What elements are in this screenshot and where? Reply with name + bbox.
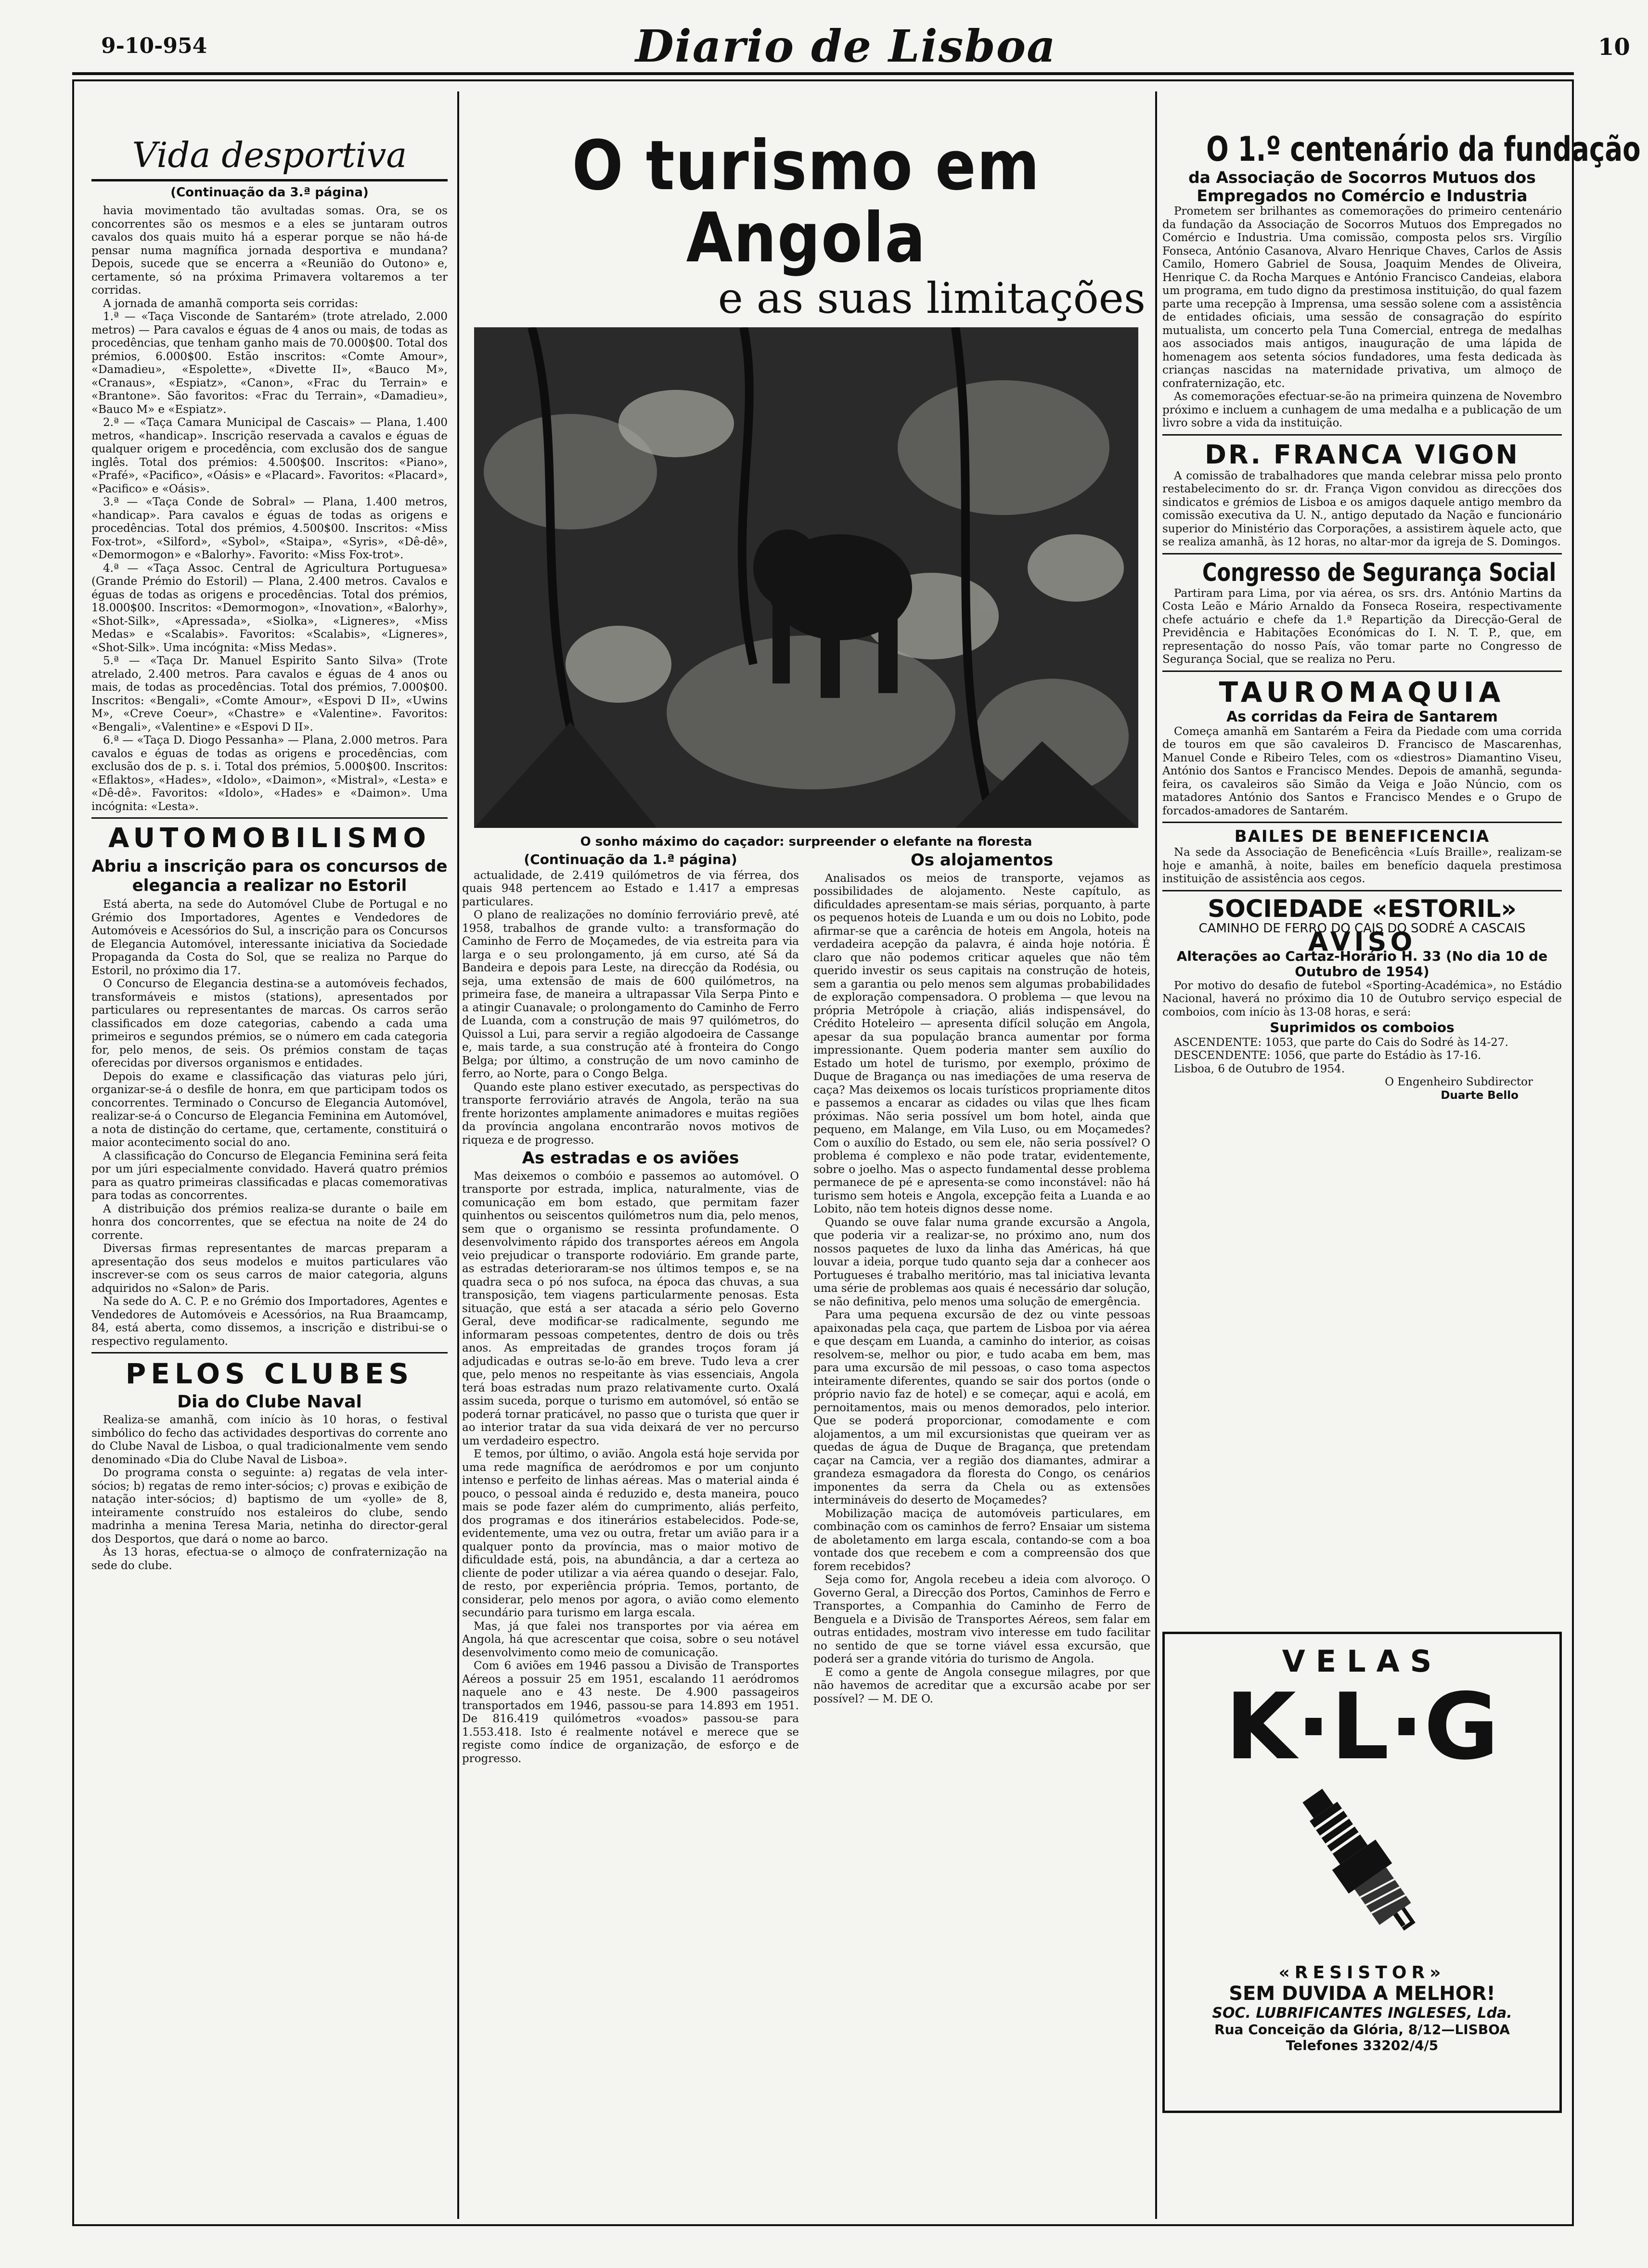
automobilismo-article xyxy=(91,898,448,1348)
elephant-photo xyxy=(474,327,1138,828)
paragraph: 4.ª — «Taça Assoc. Central de Agricultura Portuguesa» (Grande Prémio do Estoril) — Plana, 2.400 metros. Cavalos e éguas de todas as origens e procedências. Total dos prémios, 18.000$00. Inscritos: «Demormogon», «Inovation», «Balorhy», «Shot-Silk», «Apressada», «Siolka», «Ligneres», «Miss Medas» e «Scalabis». Favoritos: «Scalabis», «Ligneres», «Shot-Silk». Uma incógnita: «Miss Medas». xyxy=(91,562,448,654)
paragraph: 1.ª — «Taça Visconde de Santarém» (trote atrelado, 2.000 metros) — Para cavalos e éguas de 4 anos ou mais, de todas as procedências, que tenham ganho mais de 70.000$00. Total dos prémios, 6.000$00. Estão inscritos: «Comte Amour», «Damadieu», «Espolette», «Divette II», «Bauco M», «Cranaus», «Espiatz», «Canon», «Frac du Terrain» e «Brantone». São favoritos: «Frac du Terrain», «Damadieu», «Bauco M» e «Espiatz». xyxy=(91,310,448,416)
paragraph: A classificação do Concurso de Elegancia Feminina será feita por um júri especialmente convidado. Haverá quatro prémios para as quatro primeiras classificadas e placas comemorativas para todas as concorrentes. xyxy=(91,1149,448,1202)
klg-advertisement xyxy=(1162,1632,1562,2113)
paragraph: Prometem ser brilhantes as comemorações do primeiro centenário da fundação da Associação de Socorros Mutuos dos Empregados no Comércio e Industria. Uma comissão, composta pelos srs. Virgílio Fonseca, António Casanova, Alvaro Henrique Chaves, Carlos de Assis Camilo, Homero Gabriel de Sousa, Joaquim Mendes de Oliveira, Henrique C. da Rocha Marques e António Francisco Candeias, elabora um programa, em tudo digno da prestimosa instituição, do qual fazem parte uma recepção à Imprensa, uma sessão solene com a assistência de entidades oficiais, uma sessão de consagração do espírito mutualista, um concerto pela Tuna Comercial, entrega de medalhas aos associados mais antigos, inauguração de uma lápida de homenagem aos setenta sócios fundadores, uma festa dedicada às crianças nascidas na maternidade privativa, um almoço de confraternização, etc. xyxy=(1162,205,1562,390)
paragraph: Depois do exame e classificação das viaturas pelo júri, organizar-se-á o desfile de honra, em que participam todos os concorrentes. Terminado o Concurso de Elegancia Automóvel, realizar-se-á o Concurso de Elegancia Feminina em Automóvel, a nota de distinção do certame, que, certamente, constituirá o maior acontecimento social do ano. xyxy=(91,1070,448,1149)
divider xyxy=(1162,553,1562,554)
paragraph: A comissão de trabalhadores que manda celebrar missa pelo pronto restabelecimento do sr. dr. França Vigon convidou as direcções dos sindicatos e grémios de Lisboa e os amigos daquele antigo membro da comissão executiva da U. N., antigo deputado da Nação e funcionário superior do Ministério das Corporações, a assistirem àquele acto, que se realiza amanhã, às 12 horas, no altar-mor da igreja de S. Domingos. xyxy=(1162,469,1562,548)
right-column xyxy=(1162,129,1641,1102)
automobilismo-headline: Abriu a inscrição para os concursos de elegancia a realizar no Estoril xyxy=(91,857,448,895)
ad-slogan: SEM DUVIDA A MELHOR! xyxy=(1229,1983,1495,2005)
column-rule xyxy=(1155,91,1157,2219)
divider xyxy=(1162,670,1562,672)
paragraph: Às 13 horas, efectua-se o almoço de confraternização na sede do clube. xyxy=(91,1546,448,1572)
left-column xyxy=(91,135,448,1572)
sociedade-estoril-title: SOCIEDADE «ESTORIL» xyxy=(1208,894,1517,923)
continuation-note: (Continuação da 3.ª página) xyxy=(170,185,369,200)
centenario-article xyxy=(1162,205,1562,430)
paragraph: Na sede da Associação de Beneficência «Luís Braille», realizam-se hoje e amanhã, à noite, bailes em benefício daquela prestimosa instituição de assistência aos cegos. xyxy=(1162,846,1562,885)
tauromaquia-subtitle: As corridas da Feira de Santarem xyxy=(1226,708,1498,725)
ad-address: Rua Conceição da Glória, 8/12—LISBOA xyxy=(1214,2022,1510,2037)
paragraph: Seja como for, Angola recebeu a ideia com alvoroço. O Governo Geral, a Direcção dos Portos, Caminhos de Ferro e Transportes, a Companhia do Caminho de Ferro de Benguela e a Divisão de Transportes Aéreos, sem falar em outras entidades, mostram vivo interesse em tudo facilitar no sentido de que se torne viável essa excursão, que poderá ser a grande vitória do turismo de Angola. xyxy=(813,1573,1150,1665)
paragraph: A jornada de amanhã comporta seis corridas: xyxy=(103,297,359,310)
paragraph: As comemorações efectuar-se-ão na primeira quinzena de Novembro próximo e incluem a cunhagem de uma medalha e a publicação de um livro sobre a vida da instituição. xyxy=(1162,390,1562,429)
automobilismo-title: AUTOMOBILISMO xyxy=(108,823,431,854)
spark-plug-image xyxy=(1165,1775,1559,1958)
forest-elephant-illustration xyxy=(474,327,1138,828)
article-column-b xyxy=(813,850,1150,1765)
article-columns xyxy=(462,850,1150,1765)
paragraph: Está aberta, na sede do Automóvel Clube de Portugal e no Grémio dos Importadores, Agentes e Vendedores de Automóveis e Acessórios do Sul, a inscrição para os Concursos de Elegancia Automóvel, interessante iniciativa da Sociedade Propaganda da Costa do Sol, que se realiza no Parque do Estoril, no próximo dia 17. xyxy=(91,898,448,977)
page-number: 10 xyxy=(1598,34,1630,61)
paragraph: 2.ª — «Taça Camara Municipal de Cascais» — Plana, 1.400 metros, «handicap». Inscrição reservada a cavalos e éguas de qualquer origem e procedência, com exclusão dos de sangue inglês. Total dos prémios: 4.500$00. Inscritos: «Piano», «Prafé», «Pacifico», «Oásis» e «Placard». Favoritos: «Placard», «Pacifico» e «Oásis». xyxy=(91,416,448,495)
bailes-title: BAILES DE BENEFICENCIA xyxy=(1234,827,1490,846)
paragraph: 5.ª — «Taça Dr. Manuel Espirito Santo Silva» (Trote atrelado, 2.400 metros. Para cavalos e éguas de 4 anos ou mais, de todas as procedências. Total dos prémios, 7.000$00. Inscritos: «Bengali», «Comte Amour», «Espovi D II», «Uwins M», «Creve Coeur», «Chastre» e «Valentine». Favoritos: «Bengali», «Valentine» e «Espovi D II». xyxy=(91,655,448,734)
photo-caption: O sonho máximo do caçador: surpreender o elefante na floresta xyxy=(580,835,1032,849)
bailes-article xyxy=(1162,846,1562,886)
subhead-alojamentos: Os alojamentos xyxy=(910,850,1054,870)
main-headline: O turismo em Angola xyxy=(572,126,1041,278)
paragraph: 6.ª — «Taça D. Diogo Pessanha» — Plana, 2.000 metros. Para cavalos e éguas de todas as origens e procedências, com exclusão dos de p. s. i. Total dos prémios, 5.000$00. Inscritos: «Eflaktos», «Hades», «Idolo», «Daimon», «Mistral», «Lesta» e «Dê-dê». Favoritos: «Idolo», «Hades» e «Daimon». Uma incógnita: «Lesta». xyxy=(91,734,448,813)
ad-velas: VELAS xyxy=(1282,1644,1442,1679)
paragraph: Começa amanhã em Santarém a Feira da Piedade com uma corrida de touros em que são cavaleiros D. Francisco de Mascarenhas, Manuel Conde e Ribeiro Teles, com os «diestros» Diamantino Viseu, António dos Santos e Francisco Mendes. Depois de amanhã, segunda-feira, os cavaleiros são Simão da Veiga e João Núncio, com os matadores António dos Santos e Francisco Mendes e o Grupo de forcados-amadores de Santarém. xyxy=(1162,725,1562,817)
sociedade-estoril-subtitle: CAMINHO DE FERRO DO CAIS DO SODRÉ A CASCAIS xyxy=(1198,921,1526,936)
paragraph: Mas deixemos o combóio e passemos ao automóvel. O transporte por estrada, implica, naturalmente, vias de comunicação em bom estado, que permitam fazer quinhentos ou seiscentos quilómetros num dia, pelo menos, sem que o organismo se ressinta profundamente. O desenvolvimento rápido dos transportes aéreos em Angola veio prejudicar o transporte rodoviário. Em grande parte, as estradas deterioraram-se nos últimos tempos e, se na quadra seca o pó nos sufoca, na época das chuvas, a sua transposição, tem viagens particularmente penosas. Esta situação, que está a ser atacada a sério pelo Governo Geral, deve modificar-se radicalmente, segundo me informaram pessoas competentes, dentro de dois ou três anos. As empreitadas de grandes troços foram já adjudicadas e outras se-lo-ão em breve. Tudo leva a crer que, pelo menos no respeitante às vias essenciais, Angola terá boas estradas num prazo relativamente curto. Oxalá assim suceda, porque o turismo em automóvel, só então se poderá tornar praticável, no passo que o turista que quer ir ao interior tratar da sua vida deixará de ver no percurso um verdadeiro espectro. xyxy=(462,1170,799,1447)
continuation-note: (Continuação da 1.ª página) xyxy=(524,851,737,867)
paragraph: O Concurso de Elegancia destina-se a automóveis fechados, transformáveis e mistos (stations), apresentados por particulares ou representantes de marcas. Os carros serão classificados em doze categorias, cabendo a cada uma primeiros e segundos prémios, se o número em cada categoria for, pelo menos, de seis. Os prémios constam de taças oferecidas por diversos organismos e entidades. xyxy=(91,978,448,1070)
divider xyxy=(91,817,448,819)
pelos-clubes-title: PELOS CLUBES xyxy=(125,1357,414,1390)
paragraph: E como a gente de Angola consegue milagres, por que não havemos de acreditar que a excursão acabe por ser possível? — M. DE O. xyxy=(813,1666,1150,1705)
column-rule xyxy=(457,91,459,2219)
paragraph: Mobilização maciça de automóveis particulares, em combinação com os caminhos de ferro? Ensaiar um sistema de aboletamento em larga escala, contando-se com a boa vontade dos que recebem e com a compreensão dos que forem recebidos? xyxy=(813,1507,1150,1573)
paragraph: actualidade, de 2.419 quilómetros de via férrea, dos quais 948 pertencem ao Estado e 1.417 a empresas particulares. xyxy=(462,869,799,908)
divider xyxy=(1162,890,1562,891)
congresso-title: Congresso de Segurança Social xyxy=(1202,558,1557,587)
paragraph: Quando se ouve falar numa grande excursão a Angola, que poderia vir a realizar-se, no próximo ano, num dos nossos paquetes de luxo da linha das Américas, há que louvar a ideia, porque tudo quanto seja dar a conhecer aos Portugueses é trabalho meritório, mas tal iniciativa levanta uma série de problemas aos quais é necessário dar solução, se não definitiva, pelo menos uma solução de emergência. xyxy=(813,1216,1150,1308)
section-title-vida-desportiva: Vida desportiva xyxy=(91,135,448,181)
center-column xyxy=(462,126,1150,1765)
aviso-title: AVISO xyxy=(1308,927,1416,957)
paragraph: Mas, já que falei nos transportes por via aérea em Angola, há que acrescentar que coisa, sobre o seu notável desenvolvimento como meio de comunicação. xyxy=(462,1620,799,1659)
main-subheadline: e as suas limitações xyxy=(718,273,1146,323)
masthead: Diario de Lisboa xyxy=(635,20,1056,72)
divider xyxy=(1162,434,1562,436)
franca-vigon-title: DR. FRANCA VIGON xyxy=(1205,439,1519,470)
ascendente-line: ASCENDENTE: 1053, que parte do Cais do Sodré às 14-27. xyxy=(1174,1036,1508,1049)
paragraph: 3.ª — «Taça Conde de Sobral» — Plana, 1.400 metros, «handicap». Para cavalos e éguas de todas as origens e procedências. Total dos prémios, 4.500$00. Inscritos: «Miss Fox-trot», «Silford», «Sybol», «Staipa», «Syris», «Dê-dê», «Demormogon» e «Balorhy». Favorito: «Miss Fox-trot». xyxy=(91,496,448,561)
ad-brand: K·L·G xyxy=(1225,1674,1499,1780)
paragraph: Realiza-se amanhã, com início às 10 horas, o festival simbólico do fecho das actividades desportivas do corrente ano do Clube Naval de Lisboa, o qual tradicionalmente vem sendo denominado «Dia do Clube Naval de Lisboa». xyxy=(91,1414,448,1466)
franca-vigon-article xyxy=(1162,470,1562,549)
pelos-clubes-article xyxy=(91,1414,448,1572)
ad-resistor: «RESISTOR» xyxy=(1278,1963,1446,1983)
suprimidos-title: Suprimidos os comboios xyxy=(1270,1019,1455,1035)
ad-company: SOC. LUBRIFICANTES INGLESES, Lda. xyxy=(1212,2005,1512,2022)
issue-date: 9-10-954 xyxy=(101,34,207,58)
ad-phones: Telefones 33202/4/5 xyxy=(1286,2037,1439,2053)
aviso-block xyxy=(1162,895,1562,1103)
divider xyxy=(1162,822,1562,823)
paragraph: Analisados os meios de transporte, vejamos as possibilidades de alojamento. Neste capítulo, as dificuldades apresentam-se mais sérias, porquanto, à parte os pequenos hoteis de Luanda e um ou dois no Lobito, pode afirmar-se que a carência de hoteis em Angola, hoteis na verdadeira acepção da palavra, é ainda hoje notória. É claro que não podemos criticar aqueles que não têm querido investir os seus capitais na construção de hoteis, sem a garantia ou pelo menos sem algumas probabilidades de exploração compensadora. O problema — que levou na própria Metrópole à criação, aliás indispensável, do Crédito Hoteleiro — apresenta difícil solução em Angola, apesar da sua população branca aumentar por forma impressionante. Quem poderia manter sem auxílio do Estado um hotel de turismo, por exemplo, próximo de Duque de Bragança ou nas imediações de uma reserva de caça? Mas deixemos os locais turísticos propriamente ditos e passemos a encarar as cidades ou vilas que lhes ficam próximas. Não seria possível um bom hotel, ainda que pequeno, em Malange, em Vila Luso, ou em Moçamedes? Com o auxílio do Estado, ou sem ele, não seria possível? O problema é complexo e não pode tratar, evidentemente, sobre o joelho. Mas o aspecto fundamental desse problema permanece de pé e apresenta-se como inconstável: não há turismo sem hoteis e Angola, excepção feita a Luanda e ao Lobito, não tem hoteis dignos desse nome. xyxy=(813,872,1150,1215)
divider xyxy=(91,1352,448,1353)
article-column-a xyxy=(462,853,799,1765)
header-rule xyxy=(72,72,1574,75)
aviso-subtitle: Alterações ao Cartaz-Horário H. 33 (No dia 10 de Outubro de 1954) xyxy=(1176,948,1548,979)
descendente-line: DESCENDENTE: 1056, que parte do Estádio às 17-16. xyxy=(1174,1049,1481,1062)
subhead-estradas: As estradas e os aviões xyxy=(522,1148,739,1168)
paragraph: Do programa consta o seguinte: a) regatas de vela inter-sócios; b) regatas de remo inter-sócios; c) provas e exibição de natação inter-sócios; d) baptismo de um «yolle» de 8, inteiramente construído nos estaleiros do clube, sendo madrinha a menina Teresa Maria, netinha do director-geral dos Desportos, que dará o nome ao barco. xyxy=(91,1467,448,1546)
paragraph: A distribuição dos prémios realiza-se durante o baile em honra dos concorrentes, que se efectua na noite de 24 do corrente. xyxy=(91,1202,448,1242)
centenario-title: O 1.º centenário da fundação xyxy=(1206,129,1641,169)
tauromaquia-article xyxy=(1162,725,1562,818)
paragraph: E temos, por último, o avião. Angola está hoje servida por uma rede magnífica de aeródromos e por um conjunto intenso e perfeito de linhas aéreas. Mas o material ainda é pouco, o pessoal ainda é reduzido e, desta maneira, pouco mais se pode fazer além do cumprimento, aliás perfeito, dos programas e dos itinerários estabelecidos. Pode-se, evidentemente, uma vez ou outra, fretar um avião para ir a qualquer ponto da província, mas o maior motivo de dificuldade está, pois, na abundância, a dar a certeza ao cliente de poder utilizar a via aérea quando o desejar. Falo, de resto, por experiência própria. Temos, portanto, de considerar, pelo menos por agora, o avião como elemento secundário para turismo em larga escala. xyxy=(462,1448,799,1619)
paragraph: Para uma pequena excursão de dez ou vinte pessoas apaixonadas pela caça, que partem de Lisboa por via aérea e que desçam em Luanda, a caminho do interior, as coisas resolvem-se, melhor ou pior, e tudo acaba em bem, mas para uma excursão de mil pessoas, o caso toma aspectos inteiramente diferentes, quando se sair dos portos (onde o próprio navio faz de hotel) e se começar, aqui e acolá, em pernoitamentos, mais ou menos demorados, pelo interior. Que se poderá proporcionar, comodamente e com alojamentos, a um mil excursionistas que queiram ver as quedas de água de Duque de Bragança, que pretendam caçar na Camcia, ver a região dos diamantes, admirar a grandeza esmagadora da floresta do Congo, os cenários imponentes da serra da Chela ou as extensões intermináveis do deserto de Moçamedes? xyxy=(813,1309,1150,1507)
paragraph: Partiram para Lima, por via aérea, os srs. drs. António Martins da Costa Leão e Mário Arnaldo da Fonseca Roseira, respectivamente chefe actuário e chefe da 1.ª Repartição da Direcção-Geral de Previdência e Habitações Económicas do I. N. T. P., que, em representação do nosso País, vão tomar parte no Congresso de Segurança Social, que se realiza no Peru. xyxy=(1162,587,1562,666)
paragraph: O plano de realizações no domínio ferroviário prevê, até 1958, trabalhos de grande vulto: a transformação do Caminho de Ferro de Moçamedes, de via estreita para via larga e o seu prolongamento, já em curso, até Sá da Bandeira e depois para Leste, na direcção da Rodésia, ou seja, uma extensão de mais de 600 quilómetros, na primeira fase, de maneira a ultrapassar Vila Serpa Pinto e a atingir Cuanavale; o prolongamento do Caminho de Ferro de Luanda, com a construção de mais 97 quilómetros, do Quissol a Lui, para servir a região algodoeira de Cassange e, mais tarde, a sua construção até à fronteira do Congo Belga; por último, a construção de um novo caminho de ferro, ao Norte, para o Congo Belga. xyxy=(462,909,799,1080)
spark-plug-icon xyxy=(1251,1775,1473,1958)
paragraph: Com 6 aviões em 1946 passou a Divisão de Transportes Aéreos a possuir 25 em 1951, escalando 11 aeródromos naquele ano e 43 neste. De 4.900 passageiros transportados em 1946, passou-se para 14.893 em 1951. De 816.419 quilómetros «voados» passou-se para 1.553.418. Isto é realmente notável e merece que se registe como índice de organização, de esforço e de progresso. xyxy=(462,1660,799,1765)
aviso-signature: Duarte Bello xyxy=(1441,1089,1519,1102)
aviso-role: O Engenheiro Subdirector xyxy=(1385,1076,1533,1088)
aviso-text: Por motivo do desafio de futebol «Sporting-Académica», no Estádio Nacional, haverá no próximo dia 10 de Outubro serviço especial de comboios, com início às 13-08 horas, e será: xyxy=(1162,979,1562,1018)
paragraph: Na sede do A. C. P. e no Grémio dos Importadores, Agentes e Vendedores de Automóveis e Acessórios, na Rua Braamcamp, 84, está aberta, como dissemos, a inscrição e distribui-se o respectivo regulamento. xyxy=(91,1295,448,1348)
paragraph: Quando este plano estiver executado, as perspectivas do transporte ferroviário através de Angola, terão na sua frente horizontes amplamente animadores e muitas regiões da província angolana encontrarão novos motivos de riqueza e de progresso. xyxy=(462,1081,799,1147)
paragraph: Diversas firmas representantes de marcas preparam a apresentação dos seus modelos e muitos particulares vão inscrever-se com os seus carros de maior categoria, alguns adquiridos no «Salon» de Paris. xyxy=(91,1242,448,1295)
centenario-subtitle: da Associação de Socorros Mutuos dos Empregados no Comércio e Industria xyxy=(1188,168,1536,205)
congresso-article xyxy=(1162,587,1562,667)
pelos-clubes-subtitle: Dia do Clube Naval xyxy=(177,1392,362,1412)
paragraph: havia movimentado tão avultadas somas. Ora, se os concorrentes são os mesmos e a eles se juntaram outros cavalos dos quais muito há a esperar porque se não há-de pensar numa magnífica jornada desportiva e mundana? Depois, sucede que se encerra a «Reunião do Outono» e, certamente, só na próxima Primavera voltaremos a ter corridas. xyxy=(91,205,448,296)
racing-article xyxy=(91,205,448,813)
tauromaquia-title: TAUROMAQUIA xyxy=(1219,675,1506,709)
aviso-date: Lisboa, 6 de Outubro de 1954. xyxy=(1174,1062,1345,1075)
